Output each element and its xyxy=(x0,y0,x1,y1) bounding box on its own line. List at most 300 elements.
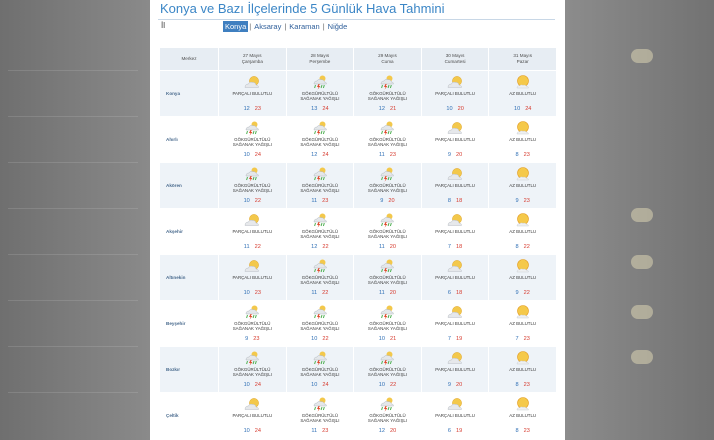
min-temp: 6 xyxy=(447,290,452,296)
forecast-cell xyxy=(421,347,489,393)
condition-text: GÖKGÜRÜLTÜLÜ SAĞANAK YAĞIŞLI xyxy=(232,137,272,148)
min-temp: 11 xyxy=(311,290,318,296)
forecast-cell-content xyxy=(422,347,489,392)
region-name: Akşehir xyxy=(160,209,219,255)
max-temp: 24 xyxy=(254,152,262,158)
forecast-cell xyxy=(354,347,422,393)
temperature-range xyxy=(489,152,556,158)
min-temp: 7 xyxy=(447,336,452,342)
temperature-range xyxy=(219,152,286,158)
thunder-showers-icon xyxy=(242,166,262,182)
forecast-cell-content xyxy=(287,71,354,116)
forecast-cell xyxy=(489,163,557,209)
forecast-cell xyxy=(489,255,557,301)
temperature-range xyxy=(489,290,556,296)
forecast-cell-content xyxy=(354,347,421,392)
min-temp: 8 xyxy=(515,152,519,158)
max-temp: 23 xyxy=(322,428,329,434)
forecast-cell xyxy=(489,347,557,393)
temperature-range xyxy=(219,428,286,434)
forecast-cell-content xyxy=(219,117,286,162)
tab-aksaray[interactable]: Aksaray xyxy=(254,22,282,31)
max-temp: 24 xyxy=(254,382,262,388)
max-temp: 24 xyxy=(254,428,262,434)
min-temp: 10 xyxy=(243,382,250,388)
max-temp: 23 xyxy=(253,336,260,342)
table-row xyxy=(160,163,557,209)
region-name: Bozkır xyxy=(160,347,219,393)
forecast-cell-content xyxy=(219,255,286,300)
partly-cloudy-icon xyxy=(445,166,465,182)
min-temp: 10 xyxy=(243,152,250,158)
max-temp: 22 xyxy=(322,336,329,342)
max-temp: 18 xyxy=(456,290,463,296)
day-date: 29 Mayıs xyxy=(378,53,397,58)
forecast-cell xyxy=(354,163,422,209)
forecast-cell-content xyxy=(422,301,489,346)
min-temp: 10 xyxy=(513,106,521,112)
condition-text: PARÇALI BULUTLU xyxy=(435,321,475,326)
tab-konya[interactable]: Konya xyxy=(225,22,247,31)
condition-text: GÖKGÜRÜLTÜLÜ SAĞANAK YAĞIŞLI xyxy=(367,321,408,332)
forecast-cell xyxy=(489,209,557,255)
day-header xyxy=(421,48,489,71)
condition-text: PARÇALI BULUTLU xyxy=(232,91,273,96)
tab-karaman[interactable]: Karaman xyxy=(289,22,320,31)
max-temp: 24 xyxy=(525,106,532,112)
forecast-cell xyxy=(286,301,354,347)
temperature-range xyxy=(422,382,489,388)
min-temp: 10 xyxy=(446,106,453,112)
forecast-cell xyxy=(489,301,557,347)
condition-text: GÖKGÜRÜLTÜLÜ SAĞANAK YAĞIŞLI xyxy=(367,183,408,194)
condition-text: GÖKGÜRÜLTÜLÜ SAĞANAK YAĞIŞLI xyxy=(367,367,408,378)
province-tabs xyxy=(223,21,349,32)
mostly-sunny-icon xyxy=(513,396,533,412)
forecast-cell xyxy=(219,209,287,255)
forecast-cell xyxy=(286,117,354,163)
forecast-cell-content xyxy=(489,301,556,346)
thunder-showers-icon xyxy=(377,166,397,182)
min-temp: 11 xyxy=(311,428,318,434)
forecast-cell xyxy=(354,255,422,301)
day-header xyxy=(219,48,287,71)
table-row xyxy=(160,209,557,255)
min-temp: 7 xyxy=(447,244,452,250)
condition-text: AZ BULUTLU xyxy=(509,137,537,142)
condition-text: GÖKGÜRÜLTÜLÜ SAĞANAK YAĞIŞLI xyxy=(300,367,340,378)
region-name: Altınekin xyxy=(160,255,219,301)
thunder-showers-icon xyxy=(377,304,397,320)
condition-text: PARÇALI BULUTLU xyxy=(435,413,475,418)
temperature-range xyxy=(219,244,286,250)
condition-text: GÖKGÜRÜLTÜLÜ SAĞANAK YAĞIŞLI xyxy=(367,275,408,286)
condition-text: AZ BULUTLU xyxy=(509,413,537,418)
day-header xyxy=(354,48,422,71)
min-temp: 11 xyxy=(378,244,385,250)
min-temp: 11 xyxy=(378,152,385,158)
condition-text: AZ BULUTLU xyxy=(509,183,537,188)
forecast-table xyxy=(159,47,557,439)
partly-cloudy-icon xyxy=(445,258,465,274)
min-temp: 12 xyxy=(243,106,250,112)
max-temp: 23 xyxy=(523,336,530,342)
forecast-cell-content xyxy=(422,163,489,208)
partly-cloudy-icon xyxy=(445,120,465,136)
temperature-range xyxy=(489,428,556,434)
condition-text: GÖKGÜRÜLTÜLÜ SAĞANAK YAĞIŞLI xyxy=(232,367,272,378)
forecast-cell-content xyxy=(219,393,286,438)
thunder-showers-icon xyxy=(310,258,330,274)
thunder-showers-icon xyxy=(310,166,330,182)
min-temp: 10 xyxy=(378,382,385,388)
forecast-cell-content xyxy=(287,393,354,438)
condition-text: AZ BULUTLU xyxy=(509,321,537,326)
condition-text: AZ BULUTLU xyxy=(509,229,537,234)
table-row xyxy=(160,117,557,163)
forecast-cell-content xyxy=(287,255,354,300)
forecast-cell xyxy=(421,255,489,301)
min-temp: 13 xyxy=(311,106,318,112)
condition-text: GÖKGÜRÜLTÜLÜ SAĞANAK YAĞIŞLI xyxy=(232,321,272,332)
thunder-showers-icon xyxy=(310,304,330,320)
min-temp: 10 xyxy=(243,290,250,296)
forecast-cell xyxy=(219,117,287,163)
max-temp: 19 xyxy=(456,428,463,434)
condition-text: AZ BULUTLU xyxy=(509,367,537,372)
forecast-cell-content xyxy=(489,347,556,392)
temperature-range xyxy=(219,382,286,388)
min-temp: 9 xyxy=(245,336,249,342)
forecast-cell xyxy=(286,71,354,117)
temperature-range xyxy=(422,152,489,158)
day-date: 28 Mayıs xyxy=(310,53,330,58)
temperature-range xyxy=(489,336,556,342)
day-date: 30 Mayıs xyxy=(445,53,465,58)
partly-cloudy-icon xyxy=(445,396,465,412)
forecast-cell xyxy=(219,163,287,209)
forecast-cell-content xyxy=(287,163,354,208)
max-temp: 20 xyxy=(389,244,396,250)
day-date: 31 Mayıs xyxy=(513,53,532,58)
min-temp: 10 xyxy=(243,198,250,204)
forecast-cell xyxy=(421,301,489,347)
max-temp: 20 xyxy=(456,152,463,158)
forecast-cell-content xyxy=(489,71,556,116)
max-temp: 22 xyxy=(254,198,262,204)
temperature-range xyxy=(354,428,421,434)
forecast-cell-content xyxy=(354,163,421,208)
min-temp: 9 xyxy=(515,290,519,296)
forecast-cell xyxy=(219,255,287,301)
region-column-header: Merkez xyxy=(160,48,219,71)
day-date: 27 Mayıs xyxy=(242,53,262,58)
forecast-cell-content xyxy=(287,347,354,392)
page-title: Konya ve Bazı İlçelerinde 5 Günlük Hava Tahmini xyxy=(160,1,445,16)
forecast-cell xyxy=(489,393,557,439)
max-temp: 21 xyxy=(389,106,397,112)
condition-text: PARÇALI BULUTLU xyxy=(232,229,273,234)
min-temp: 11 xyxy=(311,198,318,204)
condition-text: PARÇALI BULUTLU xyxy=(232,413,273,418)
max-temp: 21 xyxy=(389,336,397,342)
min-temp: 11 xyxy=(378,290,385,296)
forecast-cell xyxy=(219,393,287,439)
partly-cloudy-icon xyxy=(445,350,465,366)
temperature-range xyxy=(354,106,421,112)
forecast-cell-content xyxy=(287,209,354,254)
min-temp: 9 xyxy=(447,382,452,388)
forecast-cell xyxy=(489,117,557,163)
temperature-range xyxy=(422,428,489,434)
condition-text: PARÇALI BULUTLU xyxy=(435,183,475,188)
forecast-cell-content xyxy=(489,393,556,438)
temperature-range xyxy=(219,290,286,296)
mostly-sunny-icon xyxy=(513,304,533,320)
temperature-range xyxy=(422,106,489,112)
thunder-showers-icon xyxy=(310,212,330,228)
condition-text: GÖKGÜRÜLTÜLÜ SAĞANAK YAĞIŞLI xyxy=(300,137,340,148)
temperature-range xyxy=(287,106,354,112)
day-weekday: Perşembe xyxy=(309,59,331,64)
temperature-range xyxy=(219,198,286,204)
forecast-cell-content xyxy=(219,347,286,392)
max-temp: 23 xyxy=(523,382,530,388)
forecast-cell-content xyxy=(219,301,286,346)
min-temp: 10 xyxy=(243,428,250,434)
forecast-cell-content xyxy=(354,209,421,254)
partly-cloudy-icon xyxy=(242,396,262,412)
min-temp: 11 xyxy=(243,244,250,250)
max-temp: 20 xyxy=(388,198,395,204)
table-row xyxy=(160,301,557,347)
min-temp: 10 xyxy=(311,336,318,342)
condition-text: AZ BULUTLU xyxy=(509,91,537,96)
min-temp: 10 xyxy=(378,336,385,342)
condition-text: PARÇALI BULUTLU xyxy=(232,275,273,280)
forecast-cell xyxy=(489,71,557,117)
thunder-showers-icon xyxy=(377,212,397,228)
max-temp: 23 xyxy=(254,106,262,112)
mostly-sunny-icon xyxy=(513,258,533,274)
max-temp: 20 xyxy=(457,106,464,112)
tab-nigde[interactable]: Niğde xyxy=(327,22,348,31)
forecast-cell xyxy=(354,71,422,117)
day-header xyxy=(286,48,354,71)
min-temp: 8 xyxy=(515,428,519,434)
condition-text: GÖKGÜRÜLTÜLÜ SAĞANAK YAĞIŞLI xyxy=(300,183,340,194)
max-temp: 23 xyxy=(389,152,396,158)
day-weekday: Çarşamba xyxy=(241,59,263,64)
forecast-cell xyxy=(421,209,489,255)
temperature-range xyxy=(489,198,556,204)
thunder-showers-icon xyxy=(310,120,330,136)
temperature-range xyxy=(287,152,354,158)
condition-text: PARÇALI BULUTLU xyxy=(435,229,475,234)
condition-text: GÖKGÜRÜLTÜLÜ SAĞANAK YAĞIŞLI xyxy=(232,183,272,194)
forecast-cell-content xyxy=(354,255,421,300)
condition-text: GÖKGÜRÜLTÜLÜ SAĞANAK YAĞIŞLI xyxy=(367,137,408,148)
day-header xyxy=(489,48,557,71)
condition-text: GÖKGÜRÜLTÜLÜ SAĞANAK YAĞIŞLI xyxy=(367,413,408,424)
forecast-cell-content xyxy=(354,301,421,346)
thunder-showers-icon xyxy=(310,396,330,412)
temperature-range xyxy=(422,336,489,342)
table-row xyxy=(160,347,557,393)
max-temp: 24 xyxy=(322,152,329,158)
table-row xyxy=(160,393,557,439)
temperature-range xyxy=(287,428,354,434)
thunder-showers-icon xyxy=(377,74,397,90)
min-temp: 9 xyxy=(380,198,384,204)
temperature-range xyxy=(422,244,489,250)
forecast-cell xyxy=(354,209,422,255)
province-label: İl xyxy=(161,21,165,30)
max-temp: 22 xyxy=(389,382,397,388)
table-row xyxy=(160,255,557,301)
mostly-sunny-icon xyxy=(513,212,533,228)
temperature-range xyxy=(287,336,354,342)
day-weekday: Cumartesi xyxy=(444,59,466,64)
temperature-range xyxy=(354,152,421,158)
temperature-range xyxy=(219,106,286,112)
forecast-cell-content xyxy=(219,209,286,254)
temperature-range xyxy=(489,382,556,388)
forecast-cell-content xyxy=(354,71,421,116)
temperature-range xyxy=(489,244,556,250)
max-temp: 20 xyxy=(389,290,396,296)
temperature-range xyxy=(287,382,354,388)
max-temp: 20 xyxy=(389,428,397,434)
partly-cloudy-icon xyxy=(242,74,262,90)
forecast-cell-content xyxy=(422,393,489,438)
forecast-cell-content xyxy=(219,71,286,116)
temperature-range xyxy=(489,106,556,112)
min-temp: 10 xyxy=(311,382,318,388)
forecast-cell xyxy=(219,347,287,393)
max-temp: 23 xyxy=(523,428,530,434)
min-temp: 12 xyxy=(378,106,385,112)
thunder-showers-icon xyxy=(242,120,262,136)
temperature-range xyxy=(287,244,354,250)
mostly-sunny-icon xyxy=(513,120,533,136)
condition-text: GÖKGÜRÜLTÜLÜ SAĞANAK YAĞIŞLI xyxy=(367,229,408,240)
forecast-cell xyxy=(286,393,354,439)
background-left xyxy=(0,0,150,440)
max-temp: 22 xyxy=(523,290,530,296)
min-temp: 12 xyxy=(311,152,318,158)
min-temp: 9 xyxy=(515,198,519,204)
condition-text: GÖKGÜRÜLTÜLÜ SAĞANAK YAĞIŞLI xyxy=(300,413,340,424)
max-temp: 23 xyxy=(322,198,329,204)
condition-text: PARÇALI BULUTLU xyxy=(435,367,475,372)
max-temp: 18 xyxy=(456,198,463,204)
table-row xyxy=(160,71,557,117)
thunder-showers-icon xyxy=(310,74,330,90)
forecast-cell-content xyxy=(489,209,556,254)
forecast-cell xyxy=(354,117,422,163)
min-temp: 12 xyxy=(378,428,385,434)
region-name: Ahırlı xyxy=(160,117,219,163)
max-temp: 22 xyxy=(322,290,329,296)
min-temp: 7 xyxy=(515,336,519,342)
mostly-sunny-icon xyxy=(513,74,533,90)
thunder-showers-icon xyxy=(377,258,397,274)
background-right xyxy=(565,0,714,440)
forecast-cell-content xyxy=(422,117,489,162)
thunder-showers-icon xyxy=(377,350,397,366)
forecast-cell-content xyxy=(489,117,556,162)
max-temp: 22 xyxy=(254,244,261,250)
temperature-range xyxy=(354,382,421,388)
mostly-sunny-icon xyxy=(513,350,533,366)
forecast-cell xyxy=(421,71,489,117)
max-temp: 24 xyxy=(322,382,329,388)
region-name: Konya xyxy=(160,71,219,117)
forecast-cell-content xyxy=(287,301,354,346)
condition-text: PARÇALI BULUTLU xyxy=(435,275,475,280)
thunder-showers-icon xyxy=(242,350,262,366)
temperature-range xyxy=(354,336,421,342)
forecast-cell xyxy=(354,393,422,439)
min-temp: 8 xyxy=(447,198,452,204)
max-temp: 22 xyxy=(322,244,329,250)
min-temp: 8 xyxy=(515,244,519,250)
condition-text: GÖKGÜRÜLTÜLÜ SAĞANAK YAĞIŞLI xyxy=(367,91,408,102)
temperature-range xyxy=(422,290,489,296)
table-header-row xyxy=(160,48,557,71)
forecast-cell-content xyxy=(354,117,421,162)
condition-text: GÖKGÜRÜLTÜLÜ SAĞANAK YAĞIŞLI xyxy=(300,275,340,286)
max-temp: 19 xyxy=(456,336,463,342)
condition-text: PARÇALI BULUTLU xyxy=(435,137,475,142)
min-temp: 8 xyxy=(515,382,519,388)
day-weekday: Pazar xyxy=(516,59,529,64)
max-temp: 24 xyxy=(322,106,329,112)
partly-cloudy-icon xyxy=(445,212,465,228)
forecast-cell-content xyxy=(287,117,354,162)
temperature-range xyxy=(354,198,421,204)
mostly-sunny-icon xyxy=(513,166,533,182)
partly-cloudy-icon xyxy=(242,212,262,228)
forecast-panel xyxy=(150,0,565,440)
forecast-cell-content xyxy=(489,163,556,208)
condition-text: PARÇALI BULUTLU xyxy=(435,91,475,96)
max-temp: 22 xyxy=(523,244,530,250)
forecast-cell xyxy=(219,301,287,347)
thunder-showers-icon xyxy=(242,304,262,320)
condition-text: GÖKGÜRÜLTÜLÜ SAĞANAK YAĞIŞLI xyxy=(300,91,340,102)
region-name: Beyşehir xyxy=(160,301,219,347)
partly-cloudy-icon xyxy=(242,258,262,274)
temperature-range xyxy=(354,244,421,250)
min-temp: 12 xyxy=(311,244,318,250)
max-temp: 18 xyxy=(456,244,463,250)
max-temp: 23 xyxy=(523,152,530,158)
max-temp: 23 xyxy=(523,198,530,204)
condition-text: AZ BULUTLU xyxy=(509,275,537,280)
temperature-range xyxy=(354,290,421,296)
max-temp: 20 xyxy=(456,382,463,388)
forecast-cell xyxy=(421,163,489,209)
region-name: Akören xyxy=(160,163,219,209)
forecast-cell xyxy=(421,393,489,439)
title-divider xyxy=(158,19,555,20)
forecast-cell xyxy=(421,117,489,163)
partly-cloudy-icon xyxy=(445,304,465,320)
forecast-cell-content xyxy=(219,163,286,208)
forecast-cell-content xyxy=(489,255,556,300)
